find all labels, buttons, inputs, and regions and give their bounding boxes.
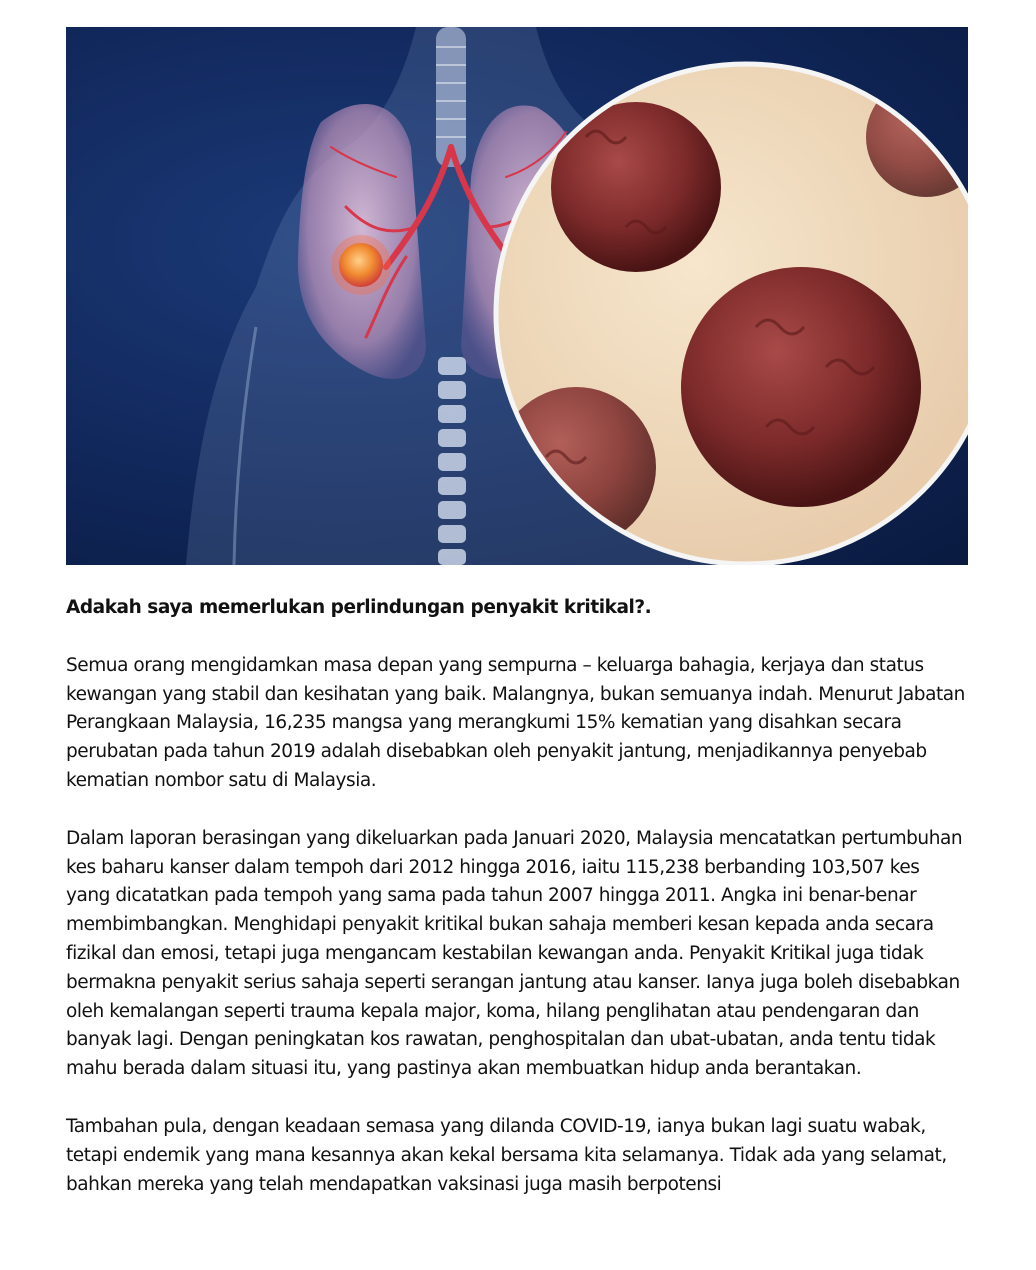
article-paragraph: Tambahan pula, dengan keadaan semasa yang dilanda COVID-19, ianya bukan lagi suatu wabak, tetapi endemik yang mana kesannya akan kekal bersama kita selamanya. Tidak ada yang selamat, bahkan mereka yang telah mendapatkan vaksinasi juga masih berpotensi (66, 1115, 947, 1195)
article-paragraph: Dalam laporan berasingan yang dikeluarkan pada Januari 2020, Malaysia mencatatkan pertumbuhan kes baharu kanser dalam tempoh dari 2012 hingga 2016, iaitu 115,238 berbanding 103,507 kes yang dicatatkan pada tempoh yang sama pada tahun 2007 hingga 2011. Angka ini benar-benar membimbangkan. Menghidapi penyakit kritikal bukan sahaja memberi kesan kepada anda secara fizikal dan emosi, tetapi juga mengancam kestabilan kewangan anda. Penyakit Kritikal juga tidak bermakna penyakit serius sahaja seperti serangan jantung atau kanser. Ianya juga boleh disebabkan oleh kemalangan seperti trauma kepala major, koma, hilang penglihatan atau pendengaran dan banyak lagi. Dengan peningkatan kos rawatan, penghospitalan dan ubat-ubatan, anda tentu tidak mahu berada dalam situasi itu, yang pastinya akan membuatkan hidup anda berantakan. (66, 827, 963, 1080)
article-body (66, 594, 966, 1228)
lung-cancer-illustration (66, 27, 968, 565)
hero-image (66, 27, 968, 565)
article-heading: Adakah saya memerlukan perlindungan penyakit kritikal?. (66, 597, 652, 618)
article-paragraph: Semua orang mengidamkan masa depan yang sempurna – keluarga bahagia, kerjaya dan status kewangan yang stabil dan kesihatan yang baik. Malangnya, bukan semuanya indah. Menurut Jabatan Perangkaan Malaysia, 16,235 mangsa yang merangkumi 15% kematian yang disahkan secara perubatan pada tahun 2019 adalah disebabkan oleh penyakit jantung, menjadikannya penyebab kematian nombor satu di Malaysia. (66, 654, 965, 791)
